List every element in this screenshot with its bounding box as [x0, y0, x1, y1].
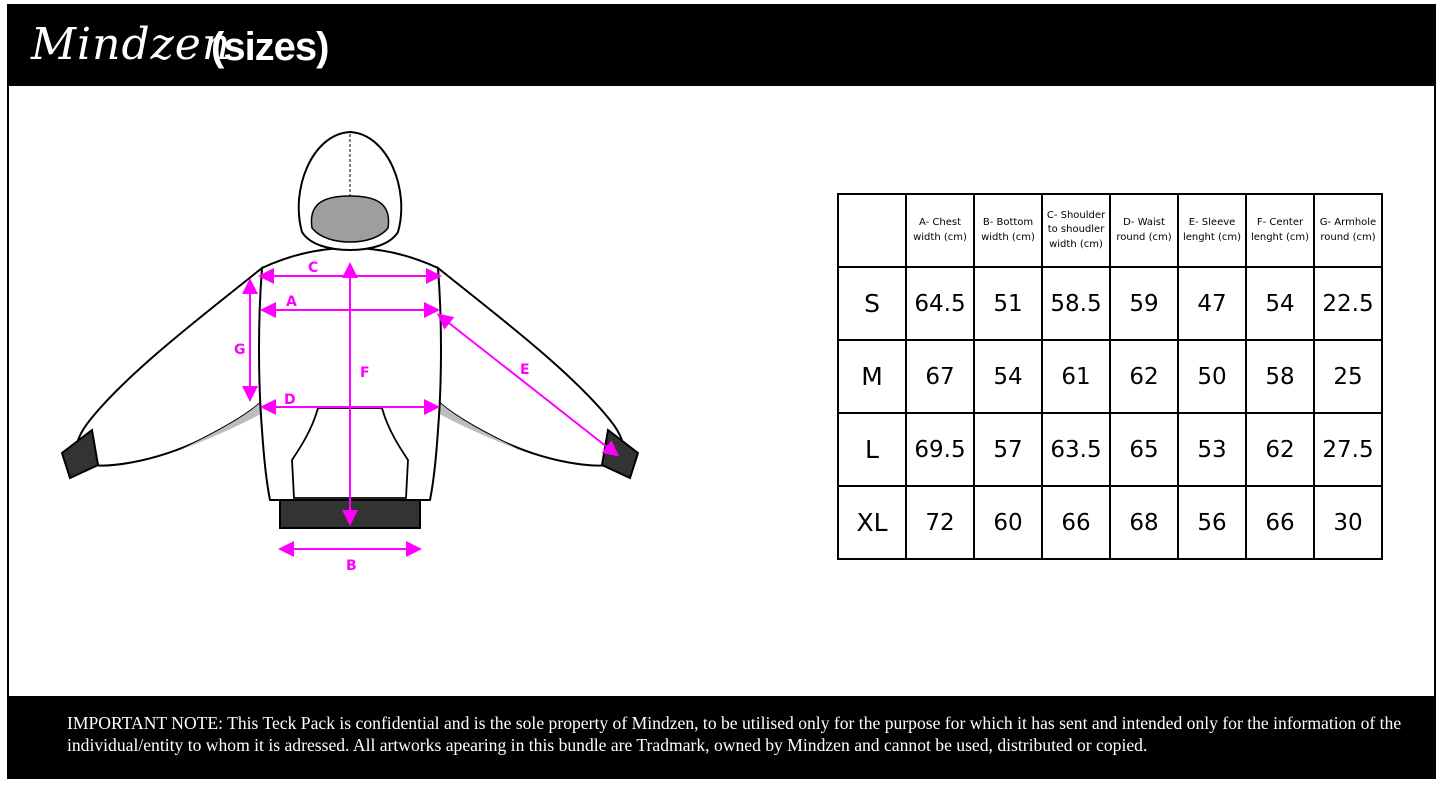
size-chart-table: [837, 193, 1383, 560]
table-cell: 50: [1178, 340, 1246, 413]
size-label: M: [838, 340, 906, 413]
table-cell: 61: [1042, 340, 1110, 413]
table-cell: 72: [906, 486, 974, 559]
table-cell: 54: [974, 340, 1042, 413]
table-cell: 47: [1178, 267, 1246, 340]
column-header: E- Sleeve lenght (cm): [1178, 194, 1246, 267]
table-header-row: [838, 194, 1382, 267]
table-cell: 62: [1246, 413, 1314, 486]
label-c: C: [308, 260, 319, 276]
table-cell: 63.5: [1042, 413, 1110, 486]
table-row: [838, 340, 1382, 413]
table-cell: 62: [1110, 340, 1178, 413]
brand-logo: Mindzen: [31, 19, 232, 70]
table-cell: 59: [1110, 267, 1178, 340]
table-cell: 22.5: [1314, 267, 1382, 340]
table-cell: 58: [1246, 340, 1314, 413]
table-cell: 65: [1110, 413, 1178, 486]
confidentiality-note: IMPORTANT NOTE: This Teck Pack is confidential and is the sole property of Mindzen, to be utilised only for the purpose for which it has sent and intended only for the information of the individual/entity to whom it is adressed. All artworks apearing in this bundle are Tradmark, owned by Mindzen and cannot be used, distributed or copied.: [67, 713, 1402, 755]
size-label: L: [838, 413, 906, 486]
table-row: [838, 486, 1382, 559]
table-cell: 69.5: [906, 413, 974, 486]
table-cell: 27.5: [1314, 413, 1382, 486]
table-corner-cell: [838, 194, 906, 267]
page-title: (sizes): [211, 25, 329, 69]
size-label: S: [838, 267, 906, 340]
table-row: [838, 413, 1382, 486]
table-cell: 56: [1178, 486, 1246, 559]
column-header: A- Chest width (cm): [906, 194, 974, 267]
column-header: G- Armhole round (cm): [1314, 194, 1382, 267]
footer-bar: [7, 696, 1436, 779]
label-a: A: [286, 294, 297, 310]
label-e: E: [520, 362, 530, 378]
label-d: D: [284, 392, 296, 408]
table-cell: 57: [974, 413, 1042, 486]
table-cell: 25: [1314, 340, 1382, 413]
table-cell: 66: [1042, 486, 1110, 559]
table-cell: 68: [1110, 486, 1178, 559]
label-b: B: [346, 558, 357, 574]
table-cell: 51: [974, 267, 1042, 340]
hood-inner: [311, 196, 388, 242]
table-cell: 58.5: [1042, 267, 1110, 340]
label-g: G: [234, 342, 246, 358]
column-header: C- Shoulder to shoudler width (cm): [1042, 194, 1110, 267]
table-row: [838, 267, 1382, 340]
table-cell: 53: [1178, 413, 1246, 486]
hoodie-measurement-diagram: [50, 120, 670, 590]
table-cell: 30: [1314, 486, 1382, 559]
column-header: F- Center lenght (cm): [1246, 194, 1314, 267]
label-f: F: [360, 365, 370, 381]
header-bar: [7, 4, 1436, 86]
left-sleeve: [76, 268, 268, 466]
table-cell: 64.5: [906, 267, 974, 340]
table-cell: 60: [974, 486, 1042, 559]
table-cell: 66: [1246, 486, 1314, 559]
size-label: XL: [838, 486, 906, 559]
column-header: B- Bottom width (cm): [974, 194, 1042, 267]
table-cell: 54: [1246, 267, 1314, 340]
column-header: D- Waist round (cm): [1110, 194, 1178, 267]
table-cell: 67: [906, 340, 974, 413]
